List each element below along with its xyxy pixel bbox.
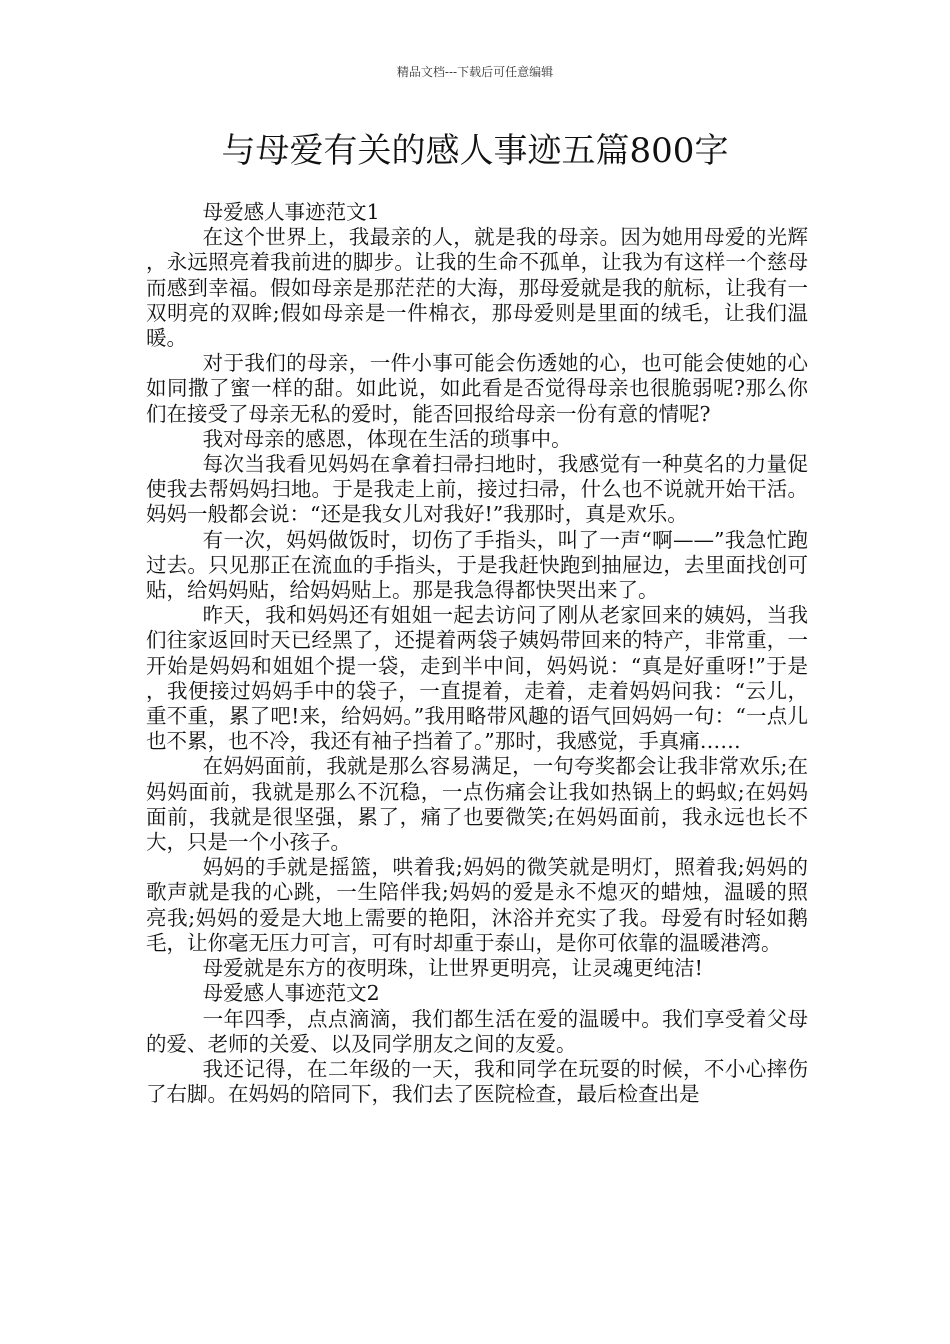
- paragraph: 妈妈的手就是摇篮，哄着我;妈妈的微笑就是明灯，照着我;妈妈的歌声就是我的心跳，一生陪伴我;妈妈的爱是永不熄灭的蜡烛，温暖的照亮我;妈妈的爱是大地上需要的艳阳，沐浴并充实了我。母爱有时轻如鹅毛，让你毫无压力可言，可有时却重于泰山，是你可依靠的温暖港湾。: [146, 855, 808, 955]
- paragraph: 对于我们的母亲，一件小事可能会伤透她的心，也可能会使她的心如同撒了蜜一样的甜。如此说，如此看是否觉得母亲也很脆弱呢?那么你们在接受了母亲无私的爱时，能否回报给母亲一份有意的情呢?: [146, 351, 808, 426]
- section-heading-2: 母爱感人事迹范文2: [202, 981, 380, 1006]
- paragraph: 一年四季，点点滴滴，我们都生活在爱的温暖中。我们享受着父母的爱、老师的关爱、以及同学朋友之间的友爱。: [146, 1006, 808, 1056]
- document-title: 与母爱有关的感人事迹五篇800字: [221, 131, 729, 171]
- section-heading-1: 母爱感人事迹范文1: [202, 200, 380, 224]
- page-header: 精品文档---下载后可任意编辑: [396, 65, 554, 79]
- paragraph: 每次当我看见妈妈在拿着扫帚扫地时，我感觉有一种莫名的力量促使我去帮妈妈扫地。于是我走上前，接过扫帚，什么也不说就开始干活。妈妈一般都会说：“还是我女儿对我好!”我那时，真是欢乐。: [146, 452, 808, 527]
- paragraph: 在妈妈面前，我就是那么容易满足，一句夸奖都会让我非常欢乐;在妈妈面前，我就是那么不沉稳，一点伤痛会让我如热锅上的蚂蚁;在妈妈面前，我就是很坚强，累了，痛了也要微笑;在妈妈面前，我永远也长不大，只是一个小孩子。: [146, 754, 808, 855]
- paragraph: 有一次，妈妈做饭时，切伤了手指头，叫了一声“啊——”我急忙跑过去。只见那正在流血的手指头，于是我赶快跑到抽屉边，去里面找创可贴，给妈妈贴，给妈妈贴上。那是我急得都快哭出来了。: [146, 527, 808, 603]
- paragraph: 昨天，我和妈妈还有姐姐一起去访问了刚从老家回来的姨妈，当我们往家返回时天已经黑了，还提着两袋子姨妈带回来的特产，非常重，一开始是妈妈和姐姐个提一袋，走到半中间，妈妈说：“真是好重呀!”于是，我便接过妈妈手中的袋子，一直提着，走着，走着妈妈问我：“云儿，重不重，累了吧!来，给妈妈。”我用略带风趣的语气回妈妈一句：“一点儿也不累，也不冷，我还有袖子挡着了。”那时，我感觉，手真痛……: [146, 603, 808, 754]
- document-body: [146, 200, 808, 1107]
- paragraph: 我还记得，在二年级的一天，我和同学在玩耍的时候，不小心摔伤了右脚。在妈妈的陪同下，我们去了医院检查，最后检查出是: [146, 1056, 808, 1107]
- paragraph: 在这个世界上，我最亲的人，就是我的母亲。因为她用母爱的光辉，永远照亮着我前进的脚步。让我的生命不孤单，让我为有这样一个慈母而感到幸福。假如母亲是那茫茫的大海，那母爱就是我的航标，让我有一双明亮的双眸;假如母亲是一件棉衣，那母爱则是里面的绒毛，让我们温暖。: [146, 225, 808, 351]
- paragraph: 我对母亲的感恩，体现在生活的琐事中。: [202, 426, 572, 451]
- paragraph: 母爱就是东方的夜明珠，让世界更明亮，让灵魂更纯洁!: [202, 956, 703, 981]
